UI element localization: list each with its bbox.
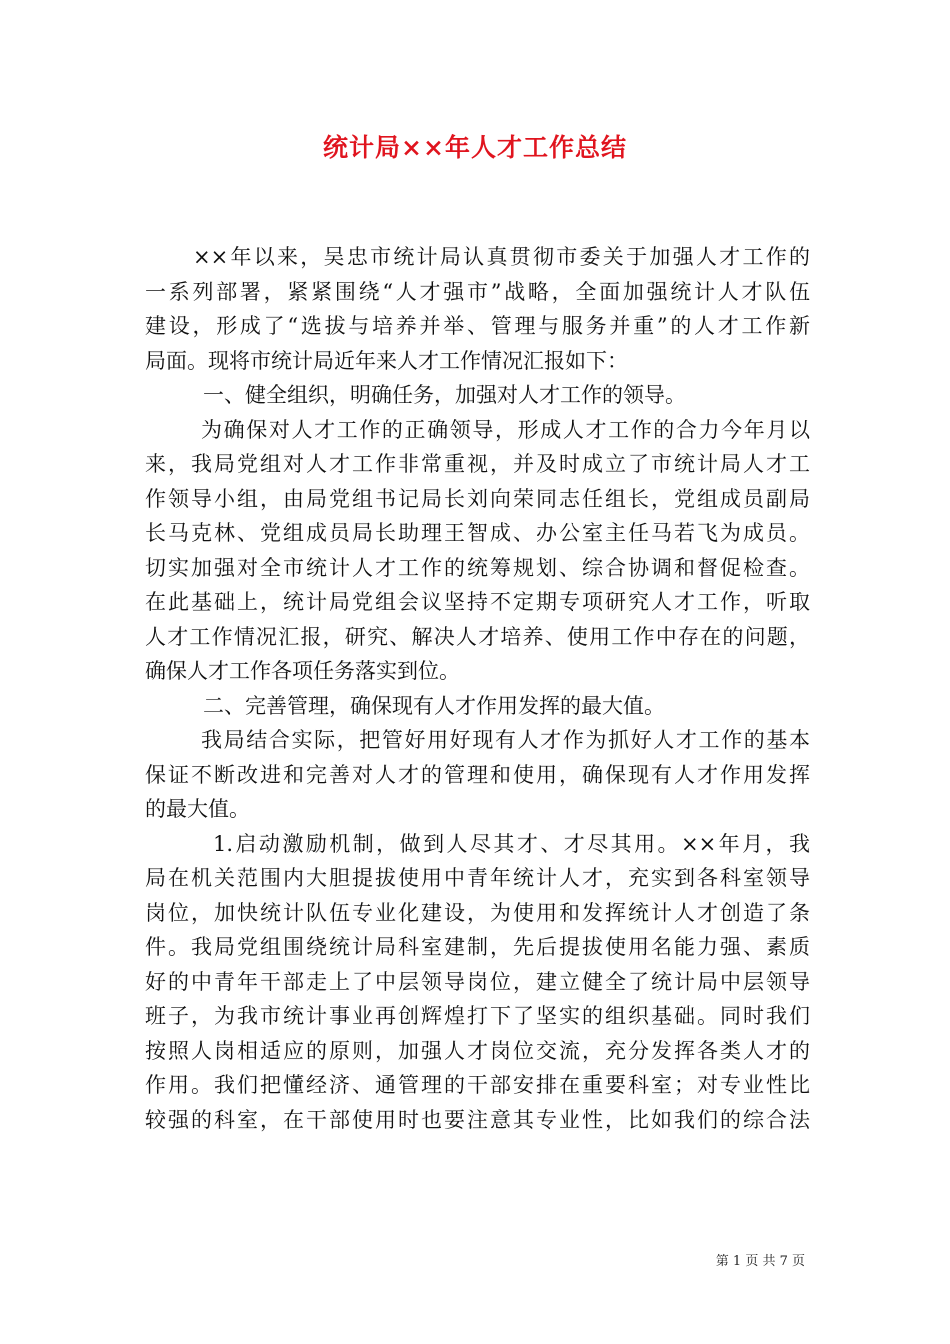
section-heading-2: 二、完善管理，确保现有人才作用发挥的最大值。 xyxy=(203,693,665,718)
text-line: 我局结合实际，把管好用好现有人才作为抓好人才工作的基本 xyxy=(201,728,810,752)
text-line: 较强的科室，在干部使用时也要注意其专业性，比如我们的综合法 xyxy=(145,1107,810,1132)
text-line: ××年以来，吴忠市统计局认真贯彻市委关于加强人才工作的 xyxy=(193,245,810,269)
text-line: 切实加强对全市统计人才工作的统筹规划、综合协调和督促检查。 xyxy=(145,555,810,580)
text-line: 为确保对人才工作的正确领导，形成人才工作的合力今年月以 xyxy=(201,417,810,442)
section-heading-1: 一、健全组织，明确任务，加强对人才工作的领导。 xyxy=(203,383,686,407)
text-line: 局在机关范围内大胆提拔使用中青年统计人才，充实到各科室领导 xyxy=(145,866,810,890)
text-line: 作领导小组，由局党组书记局长刘向荣同志任组长，党组成员副局 xyxy=(145,486,810,511)
document-title: 统计局××年人才工作总结 xyxy=(323,133,627,162)
document-body xyxy=(145,240,810,1137)
text-line: 建设，形成了“选拔与培养并举、管理与服务并重”的人才工作新 xyxy=(145,314,810,338)
text-line: 按照人岗相适应的原则，加强人才岗位交流，充分发挥各类人才的 xyxy=(145,1038,810,1063)
text-line: 局面。现将市统计局近年来人才工作情况汇报如下： xyxy=(145,348,628,373)
text-line: 长马克林、党组成员局长助理王智成、办公室主任马若飞为成员。 xyxy=(145,521,810,545)
text-line: 的最大值。 xyxy=(145,797,250,821)
text-line: 确保人才工作各项任务落实到位。 xyxy=(145,659,460,683)
text-line: 岗位，加快统计队伍专业化建设，为使用和发挥统计人才创造了条 xyxy=(145,900,810,925)
page-number-footer: 第 1 页 共 7 页 xyxy=(715,1254,805,1269)
text-line: 作用。我们把懂经济、通管理的干部安排在重要科室；对专业性比 xyxy=(145,1073,810,1097)
text-line: 件。我局党组围绕统计局科室建制，先后提拔使用名能力强、素质 xyxy=(145,935,810,959)
text-line: 一系列部署，紧紧围绕“人才强市”战略，全面加强统计人才队伍 xyxy=(145,279,810,304)
text-line: 来，我局党组对人才工作非常重视，并及时成立了市统计局人才工 xyxy=(145,452,810,476)
text-line: 好的中青年干部走上了中层领导岗位，建立健全了统计局中层领导 xyxy=(145,969,810,994)
text-line: 在此基础上，统计局党组会议坚持不定期专项研究人才工作，听取 xyxy=(145,590,810,614)
text-line: 保证不断改进和完善对人才的管理和使用，确保现有人才作用发挥 xyxy=(145,762,810,787)
numbered-item-1: 1.启动激励机制，做到人尽其才、才尽其用。××年月，我 xyxy=(213,831,810,856)
text-line: 人才工作情况汇报，研究、解决人才培养、使用工作中存在的问题， xyxy=(145,624,810,649)
text-line: 班子，为我市统计事业再创辉煌打下了坚实的组织基础。同时我们 xyxy=(145,1004,810,1028)
